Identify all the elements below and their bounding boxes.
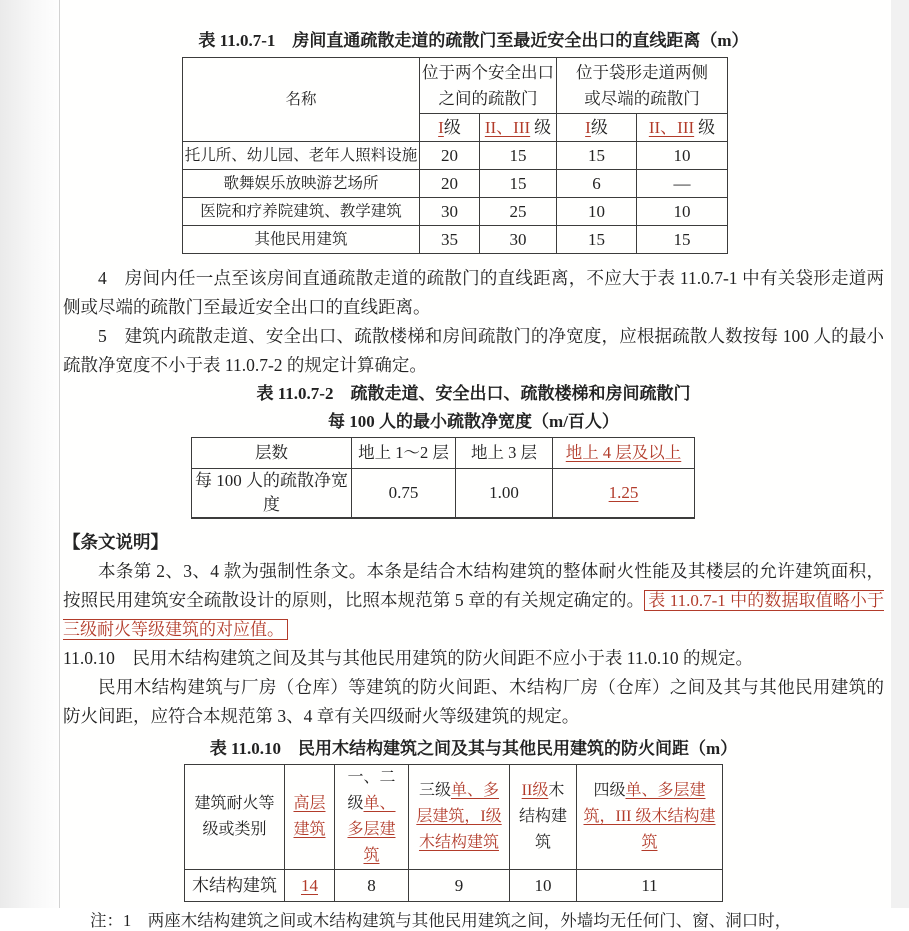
table-11-0-10 <box>184 764 723 902</box>
table3-caption: 表 11.0.10 民用木结构建筑之间及其与其他民用建筑的防火间距（m） <box>209 739 738 758</box>
table1-subheader-grade23: II、III 级 <box>637 114 728 142</box>
table1-header-name: 名称 <box>183 58 420 142</box>
table2-data-row: 每 100 人的疏散净宽度 0.75 1.00 1.25 <box>192 469 695 519</box>
commentary-paragraph: 本条第 2、3、4 款为强制性条文。本条是结合木结构建筑的整体耐火性能及其楼层的允许建筑面积，按照民用建筑安全疏散设计的原则，比照本规范第 5 章的有关规定确定的。 表 11.0.7-1 中的数据取值略小于三级耐火等级建筑的对应值。 <box>63 561 885 639</box>
commentary-heading: 【条文说明】 <box>63 532 168 552</box>
paragraph-item-4: 4 房间内任一点至该房间直通疏散走道的疏散门的直线距离，不应大于表 11.0.7-1 中有关袋形走道两侧或尽端的疏散门至最近安全出口的直线距离。 <box>63 268 884 317</box>
table-11-0-7-1 <box>182 57 728 254</box>
table3-header-highrise: 高层建筑 <box>285 765 335 870</box>
table1-subheader-grade1: I级 <box>420 114 480 142</box>
page-content <box>63 0 884 931</box>
table3-footnote: 注：1 两座木结构建筑之间或木结构建筑与其他民用建筑之间，外墙均无任何门、窗、洞口时， <box>90 911 792 930</box>
paragraph-item-5: 5 建筑内疏散走道、安全出口、疏散楼梯和房间疏散门的净宽度，应根据疏散人数按每 100 人的最小疏散净宽度不小于表 11.0.7-2 的规定计算确定。 <box>63 326 884 375</box>
table1-subheader-grade1: I级 <box>557 114 637 142</box>
section-11-0-10-paragraph1: 11.0.10 民用木结构建筑之间及其与其他民用建筑的防火间距不应小于表 11.0.10 的规定。 <box>63 648 753 668</box>
table1-subheader-grade23: II、III 级 <box>480 114 557 142</box>
table2-caption-line2: 每 100 人的最小疏散净宽度（m/百人） <box>328 412 619 431</box>
table3-header-grade2timber: II级木结构建筑 <box>510 765 577 870</box>
table1-row: 其他民用建筑 35 30 15 15 <box>183 226 728 254</box>
commentary-red-boxed-note: 表 11.0.7-1 中的数据取值略小于三级耐火等级建筑的对应值。 <box>63 591 885 639</box>
table3-header-grade4: 四级单、多层建筑，III 级木结构建筑 <box>577 765 723 870</box>
table3-data-row: 木结构建筑 14 8 9 10 11 <box>185 870 723 902</box>
table1-header-group2: 位于袋形走道两侧 或尽端的疏散门 <box>557 58 728 114</box>
table2-caption-line1: 表 11.0.7-2 疏散走道、安全出口、疏散楼梯和房间疏散门 <box>256 384 691 403</box>
table-11-0-7-2 <box>191 437 695 519</box>
table1-header-group1: 位于两个安全出口 之间的疏散门 <box>420 58 557 114</box>
page-right-edge <box>891 0 909 908</box>
table3-header-row <box>185 765 723 870</box>
table1-caption: 表 11.0.7-1 房间直通疏散走道的疏散门至最近安全出口的直线距离（m） <box>198 31 749 50</box>
table3-header-category: 建筑耐火等级或类别 <box>185 765 285 870</box>
section-11-0-10-paragraph2: 民用木结构建筑与厂房（仓库）等建筑的防火间距、木结构厂房（仓库）之间及其与其他民用建筑的防火间距，应符合本规范第 3、4 章有关四级耐火等级建筑的规定。 <box>63 677 884 726</box>
table1-row: 医院和疗养院建筑、教学建筑 30 25 10 10 <box>183 198 728 226</box>
table3-header-grade3: 三级单、多层建筑，I级木结构建筑 <box>409 765 510 870</box>
table2-header-row: 层数 地上 1～2 层 地上 3 层 地上 4 层及以上 <box>192 438 695 469</box>
table1-row: 歌舞娱乐放映游艺场所 20 15 6 — <box>183 170 728 198</box>
table3-header-grade12: 一、二级单、多层建筑 <box>335 765 409 870</box>
page-left-margin-shadow <box>0 0 60 908</box>
table1-row: 托儿所、幼儿园、老年人照料设施 20 15 15 10 <box>183 142 728 170</box>
